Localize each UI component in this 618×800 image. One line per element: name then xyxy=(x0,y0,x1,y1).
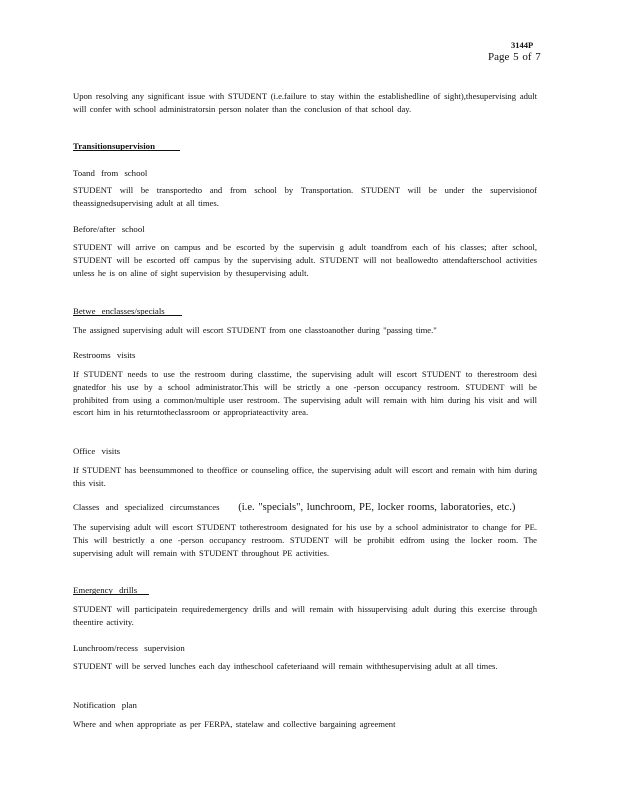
transition-heading-underline xyxy=(73,141,180,151)
classes-heading-sub: (i.e. "specials", lunchroom, PE, locker rooms, laboratories, etc.) xyxy=(238,502,516,513)
to-from-heading: Toand from school xyxy=(73,168,148,178)
restrooms-paragraph: If STUDENT needs to use the restroom during classtime, the supervising adult will escort STUDENT to therestroom desi gnatedfor his use by a school administrator.This will be strictly a one -person occupancy restroom. STUDENT will be prohibited from using a common/multiple user restroom. The supervising adult will remain with him during his visit and will escort him in his returntotheclassroom or appropriateactivity area. xyxy=(73,369,537,418)
page-number: Page 5 of 7 xyxy=(488,51,541,63)
transition-heading-text: Transitionsupervision xyxy=(73,141,155,151)
before-after-heading: Before/after school xyxy=(73,224,145,234)
to-from-paragraph: STUDENT will be transportedto and from school by Transportation. STUDENT will be under the supervisionof theassignedsupervising adult at all times. xyxy=(73,185,537,208)
between-heading-text: Betwe enclasses/specials xyxy=(73,306,165,316)
office-heading: Office visits xyxy=(73,446,121,456)
before-after-paragraph: STUDENT will arrive on campus and be escorted by the supervisin g adult toandfrom each of his classes; after school, STUDENT will be escorted off campus by the supervising adult. STUDENT will not beallowedto attendafterschool activities unless he is on aline of sight supervision by thesupervising adult. xyxy=(73,242,537,278)
office-paragraph: If STUDENT has beensummoned to theoffice or counseling office, the supervising adult will escort and remain with him during this visit. xyxy=(73,465,537,488)
restrooms-heading: Restrooms visits xyxy=(73,350,136,360)
emergency-paragraph: STUDENT will participatein requiredemergency drills and will remain with hissupervising adult during this exercise through theentire activity. xyxy=(73,604,537,627)
between-heading-underline xyxy=(73,306,182,316)
emergency-heading-underline xyxy=(73,585,149,595)
notification-paragraph: Where and when appropriate as per FERPA, statelaw and collective bargaining agreement xyxy=(73,719,396,729)
transition-heading xyxy=(73,141,180,151)
between-paragraph: The assigned supervising adult will escort STUDENT from one classtoanother during "passing time." xyxy=(73,325,437,335)
emergency-heading xyxy=(73,585,149,595)
intro-paragraph: Upon resolving any significant issue with STUDENT (i.e.failure to stay within the establishedline of sight),thesupervising adult will confer with school administratorsin person nolater than the conclusion of that school day. xyxy=(73,91,537,114)
classes-paragraph: The supervising adult will escort STUDENT totherestroom designated for his use by a school administrator to change for PE. This will bestrictly a one -person occupancy restroom. STUDENT will be prohibit edfrom using the locker room. The supervising adult will remain with STUDENT throughout PE activities. xyxy=(73,522,537,558)
classes-heading xyxy=(73,502,515,513)
notification-heading: Notification plan xyxy=(73,700,137,710)
lunch-paragraph: STUDENT will be served lunches each day intheschool cafeteriaand will remain withthesupervising adult at all times. xyxy=(73,661,498,671)
emergency-heading-text: Emergency drills xyxy=(73,585,138,595)
document-code: 3144P xyxy=(511,40,534,50)
lunch-heading: Lunchroom/recess supervision xyxy=(73,643,185,653)
classes-heading-text: Classes and specialized circumstances xyxy=(73,502,220,512)
between-heading xyxy=(73,306,182,316)
